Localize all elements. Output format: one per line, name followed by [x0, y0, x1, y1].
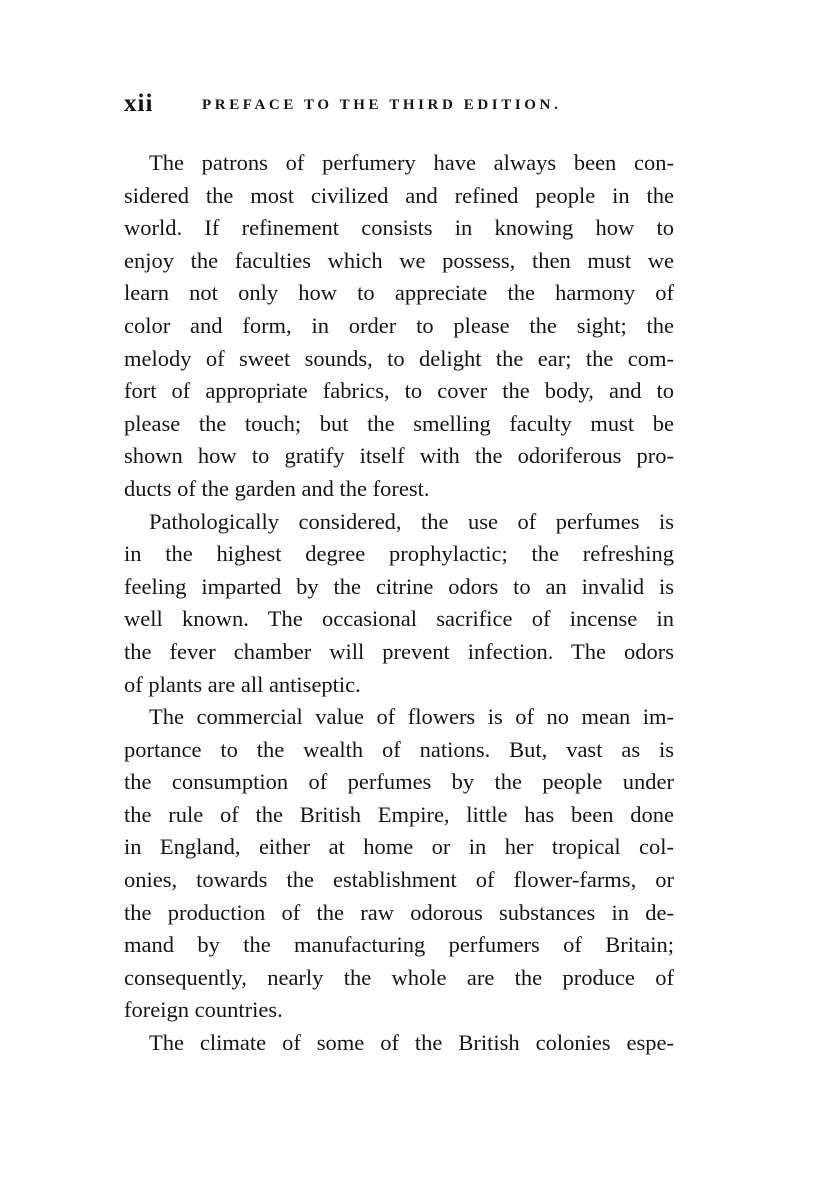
text-line: please the touch; but the smelling faculty must be	[124, 410, 674, 436]
text-line: mand by the manufacturing perfumers of Britain;	[124, 932, 674, 958]
text-line: The climate of some of the British colonies espe-	[149, 1030, 674, 1056]
text-line: The commercial value of flowers is of no mean im-	[149, 704, 674, 730]
text-line: in the highest degree prophylactic; the refreshing	[124, 541, 674, 567]
text-line: the production of the raw odorous substances in de-	[124, 899, 674, 925]
text-line: of plants are all antiseptic.	[124, 671, 361, 697]
text-line: shown how to gratify itself with the odoriferous pro-	[124, 443, 674, 469]
page-number: xii	[124, 90, 154, 117]
text-line: portance to the wealth of nations. But, vast as is	[124, 736, 674, 762]
text-line: fort of appropriate fabrics, to cover the body, and to	[124, 378, 674, 404]
text-line: feeling imparted by the citrine odors to an invalid is	[124, 573, 674, 599]
text-line: enjoy the faculties which we possess, then must we	[124, 247, 674, 273]
running-head-title: PREFACE TO THE THIRD EDITION.	[202, 97, 562, 113]
text-line: the consumption of perfumes by the people under	[124, 769, 674, 795]
paragraph	[124, 701, 674, 1027]
text-line: Pathologically considered, the use of perfumes is	[149, 508, 674, 534]
paragraph	[124, 1027, 674, 1060]
text-line: in England, either at home or in her tropical col-	[124, 834, 674, 860]
text-line: foreign countries.	[124, 997, 283, 1023]
text-line: melody of sweet sounds, to delight the ear; the com-	[124, 345, 674, 371]
text-line: sidered the most civilized and refined people in the	[124, 182, 674, 208]
text-line: consequently, nearly the whole are the produce of	[124, 964, 674, 990]
text-line: learn not only how to appreciate the harmony of	[124, 280, 674, 306]
text-line: onies, towards the establishment of flower-farms, or	[124, 867, 674, 893]
text-line: ducts of the garden and the forest.	[124, 475, 430, 501]
text-line: The patrons of perfumery have always been con-	[149, 150, 674, 175]
paragraph	[124, 147, 674, 506]
text-line: world. If refinement consists in knowing how to	[124, 215, 674, 241]
text-line: well known. The occasional sacrifice of incense in	[124, 606, 674, 632]
text-line: color and form, in order to please the sight; the	[124, 312, 674, 338]
text-line: the rule of the British Empire, little has been done	[124, 801, 674, 827]
body-text	[124, 147, 674, 1060]
text-line: the fever chamber will prevent infection. The odors	[124, 638, 674, 664]
paragraph	[124, 506, 674, 702]
running-head	[124, 90, 684, 120]
